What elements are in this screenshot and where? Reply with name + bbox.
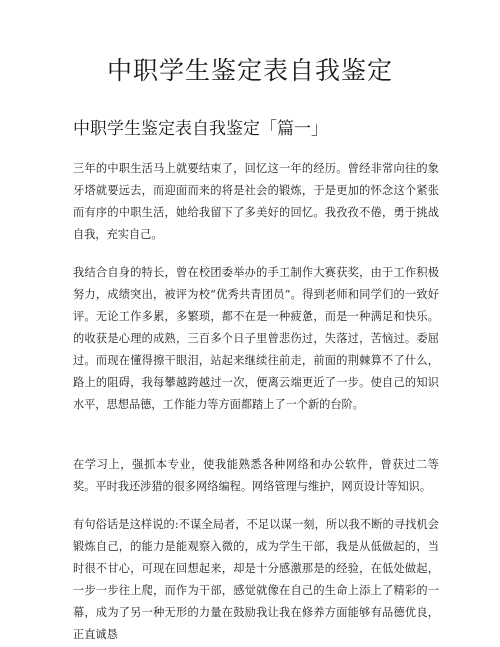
paragraph-2: 我结合自身的特长，曾在校团委举办的手工制作大赛获奖，由于工作积极努力，成绩突出，被评为校“优秀共青团员”。得到老师和同学们的一致好评。无论工作多累，多繁琐，都不在是一种疲惫，而是一种满足和快乐。的收获是心理的成熟，三百多个日子里曾悲伤过，失落过，苦恼过。委屈过。而现在懂得擦干眼泪，站起来继续往前走，前面的荆棘算不了什么，路上的阻碍，我每攀越跨越过一次，便离云端更近了一步。使自己的知识水平，思想品德，工作能力等方面都踏上了一个新的台阶。 bbox=[73, 266, 439, 411]
section-heading: 中职学生鉴定表自我鉴定「篇一」 bbox=[73, 119, 328, 139]
paragraph-1: 三年的中职生活马上就要结束了，回忆这一年的经历。曾经非常向往的象牙塔就要远去，而迎面而来的将是社会的锻炼，于是更加的怀念这个紧张而有序的中职生活，她给我留下了多美好的回忆。我孜孜不倦，勇于挑战自我，充实自己。 bbox=[73, 162, 439, 241]
document-title: 中职学生鉴定表自我鉴定 bbox=[106, 56, 393, 85]
paragraph-4: 有句俗话是这样说的:不谋全局者，不足以谋一刻，所以我不断的寻找机会锻炼自己，的能力是能观察入微的，成为学生干部，我是从低做起的，当时很不甘心，可现在回想起来，却是十分感激那是的经验，在低处做起，一步一步往上爬，而作为干部，感觉就像在自己的生命上添上了精彩的一幕，成为了另一种无形的力量在鼓励我让我在修养方面能够有品德优良，正直诚恳 bbox=[73, 518, 439, 641]
paragraph-3: 在学习上，强抓本专业，使我能熟悉各种网络和办公软件，曾获过二等奖。平时我还涉猎的很多网络编程。网络管理与维护，网页设计等知识。 bbox=[73, 458, 439, 493]
